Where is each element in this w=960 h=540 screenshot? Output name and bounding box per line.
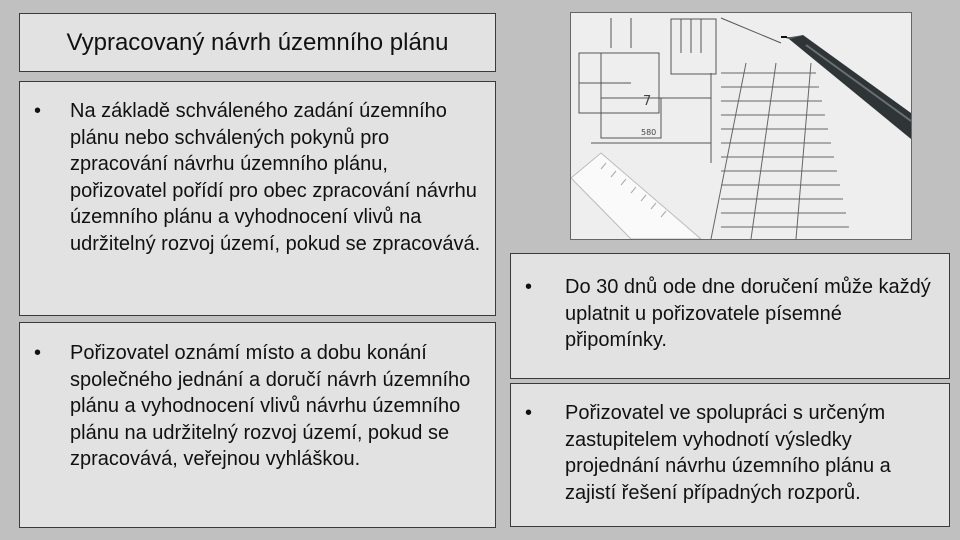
- bullet-box-2: [19, 322, 496, 528]
- bullet-text: Na základě schváleného zadání územního plánu nebo schválených pokynů pro zpracování návrhu územního plánu, pořizovatel pořídí pro obec zpracování návrhu územního plánu a vyhodnocení vlivů na udržitelný rozvoj území, pokud se zpracovává.: [70, 100, 481, 255]
- slide-title-box: [19, 13, 496, 72]
- bullet-item: [32, 340, 481, 473]
- bullet-text: Do 30 dnů ode dne doručení může každý uplatnit u pořizovatele písemné připomínky.: [565, 276, 931, 351]
- bullet-box-3: [510, 253, 950, 379]
- bullet-icon: •: [34, 100, 42, 122]
- bullet-icon: •: [34, 342, 42, 364]
- bullet-icon: •: [525, 276, 533, 298]
- bullet-text: Pořizovatel oznámí místo a dobu konání společného jednání a doručí návrh územního plánu a vyhodnocení vlivů návrhu územního plánu na udržitelný rozvoj území, pokud se zpracovává, veřejnou vyhláškou.: [70, 342, 471, 470]
- bullet-item: [523, 274, 935, 354]
- bullet-box-4: [510, 383, 950, 527]
- plan-label: 580: [641, 128, 657, 137]
- blueprint-illustration: [571, 13, 911, 239]
- slide-title: Vypracovaný návrh územního plánu: [66, 28, 449, 56]
- blueprint-photo: [570, 12, 912, 240]
- plan-label: 7: [643, 94, 652, 109]
- bullet-box-1: [19, 81, 496, 316]
- bullet-text: Pořizovatel ve spolupráci s určeným zastupitelem vyhodnotí výsledky projednání návrhu územního plánu a zajistí řešení případných rozporů.: [565, 402, 891, 504]
- bullet-icon: •: [525, 402, 533, 424]
- bullet-item: [32, 98, 481, 257]
- bullet-item: [523, 400, 935, 506]
